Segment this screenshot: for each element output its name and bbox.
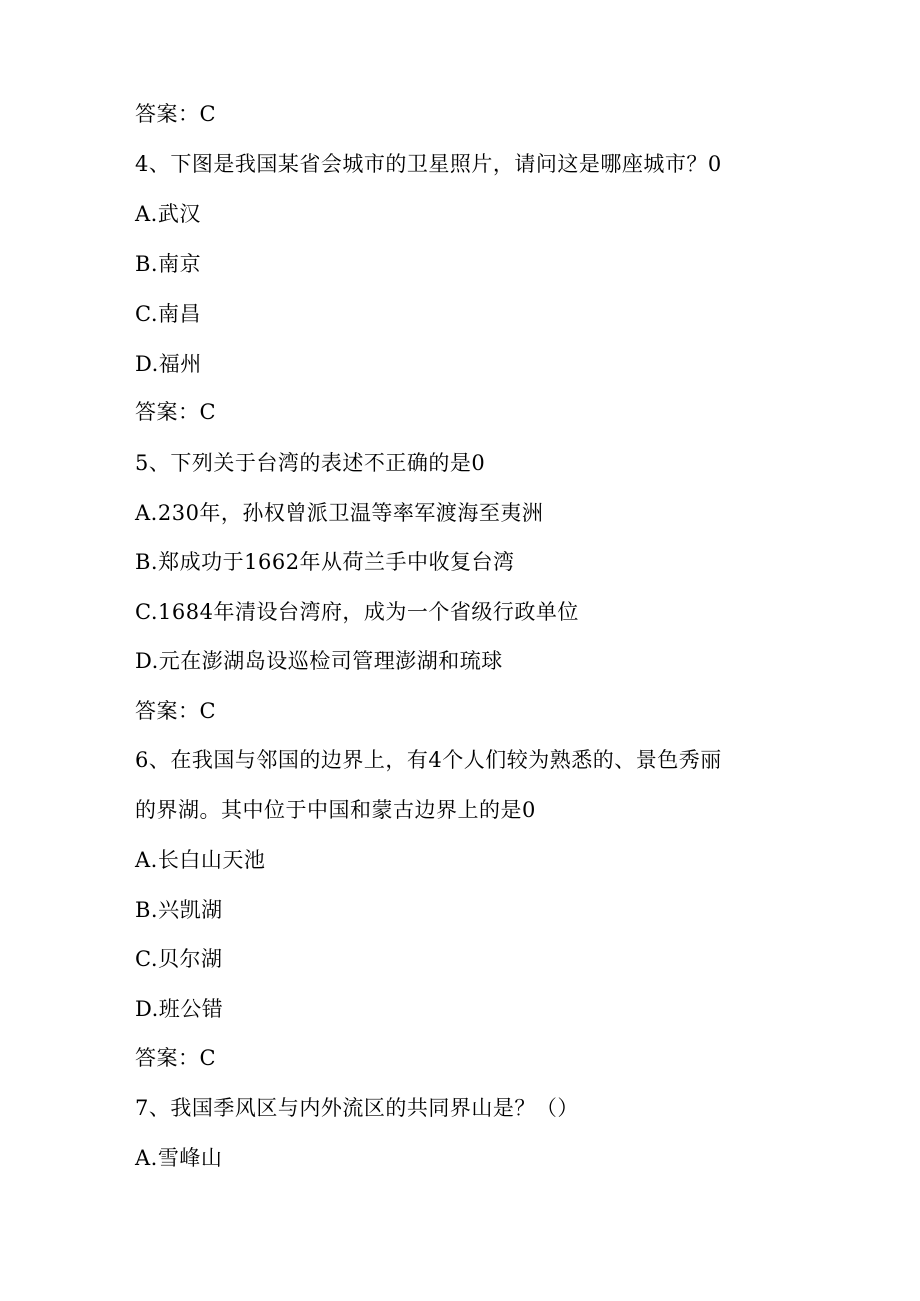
option-b: B.南京 (135, 252, 202, 276)
option-d: D.元在澎湖岛设巡检司管理澎湖和琉球 (135, 649, 503, 673)
question-6-cont: 的界湖。其中位于中国和蒙古边界上的是0 (135, 798, 536, 822)
answer-line: 答案：C (135, 1046, 217, 1070)
option-b: B.兴凯湖 (135, 898, 223, 922)
question-4: 4、下图是我国某省会城市的卫星照片，请问这是哪座城市？0 (135, 152, 722, 176)
option-a: A.雪峰山 (135, 1146, 223, 1170)
option-c: C.1684年清设台湾府，成为一个省级行政单位 (135, 600, 579, 624)
option-d: D.福州 (135, 352, 202, 376)
question-5: 5、下列关于台湾的表述不正确的是0 (135, 451, 486, 475)
answer-line: 答案：C (135, 400, 217, 424)
question-6: 6、在我国与邻国的边界上，有4个人们较为熟悉的、景色秀丽 (135, 748, 722, 772)
answer-line: 答案：C (135, 699, 217, 723)
option-c: C.贝尔湖 (135, 947, 223, 971)
answer-line: 答案：C (135, 102, 217, 126)
option-c: C.南昌 (135, 302, 201, 326)
option-d: D.班公错 (135, 997, 224, 1021)
option-a: A.230年，孙权曾派卫温等率军渡海至夷洲 (135, 501, 544, 525)
option-a: A.长白山天池 (135, 848, 266, 872)
option-a: A.武汉 (135, 202, 201, 226)
question-7: 7、我国季风区与内外流区的共同界山是？（） (135, 1096, 579, 1120)
option-b: B.郑成功于1662年从荷兰手中收复台湾 (135, 550, 515, 574)
